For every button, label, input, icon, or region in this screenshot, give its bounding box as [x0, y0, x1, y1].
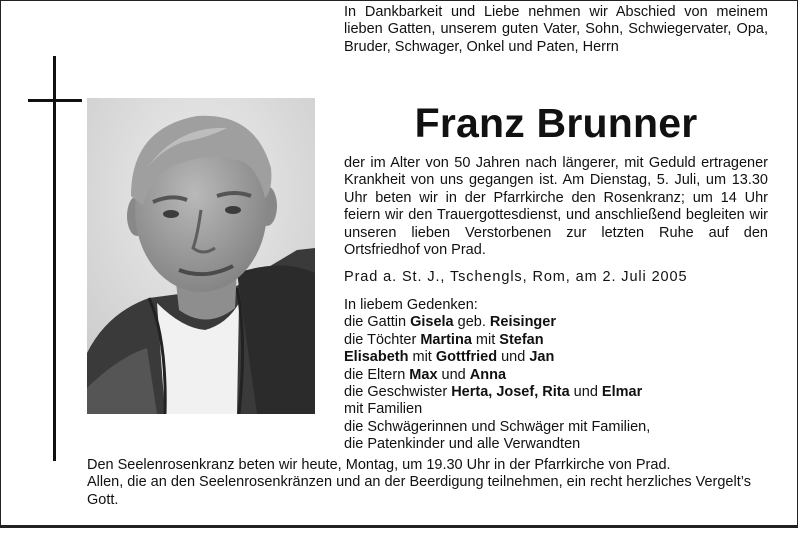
- intro-text: In Dankbarkeit und Liebe nehmen wir Abschied von meinem lieben Gatten, unserem guten Vater, Sohn, Schwiegervater, Opa, Bruder, Schwager, Onkel und Paten, Herrn: [344, 4, 768, 55]
- announcement-text: der im Alter von 50 Jahren nach längerer, mit Geduld ertragener Krankheit von uns gegangen ist. Am Dienstag, 5. Juli, um 13.30 Uhr beten wir in der Pfarrkirche den Rosenkranz; um 14 Uhr feiern wir den Trauergottesdienst, und anschließend begleiten wir unseren lieben Verstorbenen zur letzten Ruhe auf den Ortsfriedhof von Prad.: [344, 155, 768, 259]
- cross-icon: [53, 56, 56, 461]
- footer-line: Den Seelenrosenkranz beten wir heute, Montag, um 19.30 Uhr in der Pfarrkirche von Prad.: [87, 457, 671, 473]
- place-date: Prad a. St. J., Tschengls, Rom, am 2. Juli 2005: [344, 269, 688, 285]
- mourners-list: [344, 297, 774, 454]
- mourner-line: die Gattin Gisela geb. Reisinger: [344, 314, 556, 331]
- portrait-illustration: [87, 98, 315, 414]
- mourner-line: Elisabeth mit Gottfried und Jan: [344, 349, 555, 366]
- mourner-line: die Patenkinder und alle Verwandten: [344, 436, 581, 453]
- mourner-line: die Töchter Martina mit Stefan: [344, 331, 544, 348]
- mourner-line: mit Familien: [344, 401, 423, 418]
- mourner-line: die Geschwister Herta, Josef, Rita und Elmar: [344, 384, 643, 401]
- cross-icon-bar: [28, 99, 82, 102]
- mourner-line: die Eltern Max und Anna: [344, 366, 507, 383]
- footer-line: Allen, die an den Seelenrosenkränzen und an der Beerdigung teilnehmen, ein recht herzliches Vergelt’s Gott.: [87, 474, 751, 508]
- mourner-line: die Schwägerinnen und Schwäger mit Familien,: [344, 418, 651, 435]
- mourners-heading: In liebem Gedenken:: [344, 297, 478, 313]
- footer-text: [87, 457, 771, 509]
- portrait-photo: [87, 98, 315, 414]
- deceased-name: Franz Brunner: [414, 100, 698, 146]
